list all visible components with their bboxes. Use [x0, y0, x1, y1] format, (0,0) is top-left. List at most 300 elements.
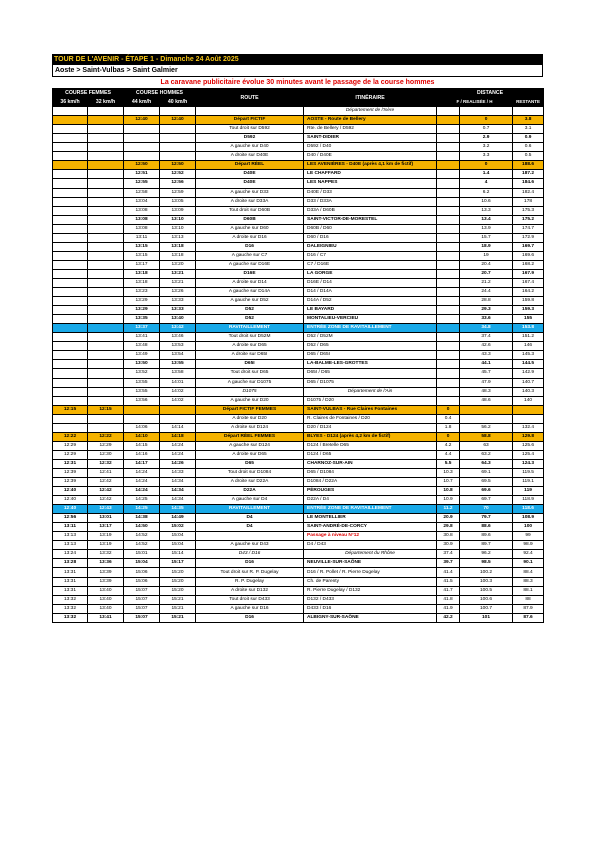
cell-dh: 48.3 — [460, 387, 513, 396]
cell-df — [437, 161, 460, 170]
cell-itin: LE BAYARD — [304, 306, 437, 315]
cell-dh: 13.3 — [460, 206, 513, 215]
cell-dh: 2.9 — [460, 134, 513, 143]
cell-itin: D65 / D1084 — [304, 468, 437, 477]
cell-df: 0.4 — [437, 414, 460, 423]
cell-df — [437, 369, 460, 378]
cell-dh: 100.3 — [460, 577, 513, 586]
cell-df: 4.2 — [437, 441, 460, 450]
cell-itin: D1084 / D22A — [304, 478, 437, 487]
table-row — [53, 387, 544, 396]
cell-route: D16 — [196, 559, 304, 568]
cell-itin: D52 / D65 — [304, 342, 437, 351]
cell-h44: 13:37 — [124, 324, 160, 333]
cell-route: A droite sur D65 — [196, 342, 304, 351]
table-row — [53, 260, 544, 269]
cell-dh: 69.7 — [460, 496, 513, 505]
table-row — [53, 107, 544, 116]
cell-rest: 3.1 — [513, 125, 544, 134]
cell-df: 41.9 — [437, 604, 460, 613]
cell-rest: 0.5 — [513, 152, 544, 161]
cell-h44 — [124, 107, 160, 116]
cell-dh: 100.7 — [460, 604, 513, 613]
cell-f36: 12:29 — [53, 441, 88, 450]
cell-f36 — [53, 297, 88, 306]
cell-h44: 15:07 — [124, 586, 160, 595]
cell-route: A gauche sur D43 — [196, 541, 304, 550]
cell-f32: 13:41 — [88, 613, 124, 622]
cell-itin: Passage à niveau N°12 — [304, 532, 437, 541]
cell-df: 10.7 — [437, 478, 460, 487]
cell-itin: D60B / D60 — [304, 224, 437, 233]
cell-df: 37.4 — [437, 550, 460, 559]
table-row — [53, 550, 544, 559]
cell-route: D22A — [196, 487, 304, 496]
schedule-body — [53, 107, 544, 623]
table-row — [53, 179, 544, 188]
cell-rest: 175.3 — [513, 206, 544, 215]
cell-dh: 10.6 — [460, 197, 513, 206]
cell-h44 — [124, 414, 160, 423]
cell-route: D52 — [196, 306, 304, 315]
cell-df — [437, 206, 460, 215]
cell-f36: 13:11 — [53, 523, 88, 532]
cell-f32: 12:22 — [88, 432, 124, 441]
cell-itin: Ch. de Parenty — [304, 577, 437, 586]
cell-route: D60B — [196, 215, 304, 224]
cell-f32: 13:19 — [88, 541, 124, 550]
cell-route: Tout droit sur D592 — [196, 125, 304, 134]
cell-h40: 12:40 — [160, 116, 196, 125]
cell-dh: 0 — [460, 161, 513, 170]
cell-dh: 28.8 — [460, 297, 513, 306]
cell-f36 — [53, 107, 88, 116]
cell-h40: 13:26 — [160, 288, 196, 297]
cell-itin: D132 / D433 — [304, 595, 437, 604]
cell-df — [437, 351, 460, 360]
cell-h44: 13:41 — [124, 333, 160, 342]
cell-route: A droite sur D40E — [196, 152, 304, 161]
cell-f36: 13:24 — [53, 550, 88, 559]
cell-itin: D1075 / D20 — [304, 396, 437, 405]
cell-h44: 14:25 — [124, 505, 160, 514]
cell-df — [437, 152, 460, 161]
table-row — [53, 414, 544, 423]
cell-f36 — [53, 333, 88, 342]
cell-f36 — [53, 324, 88, 333]
cell-h44 — [124, 134, 160, 143]
table-row — [53, 143, 544, 152]
cell-itin: AOSTE - Route de Bellery — [304, 116, 437, 125]
table-row — [53, 197, 544, 206]
cell-itin: Département de l'Isère — [304, 107, 437, 116]
cell-h44 — [124, 143, 160, 152]
cell-rest: 118.6 — [513, 505, 544, 514]
cell-dh: 0.7 — [460, 125, 513, 134]
table-row — [53, 134, 544, 143]
cell-f32 — [88, 206, 124, 215]
cell-dh: 19 — [460, 251, 513, 260]
cell-rest: 125.4 — [513, 450, 544, 459]
cell-f36 — [53, 378, 88, 387]
cell-rest: 174.7 — [513, 224, 544, 233]
table-row — [53, 405, 544, 414]
cell-f36 — [53, 360, 88, 369]
col-f36: 36 km/h — [53, 98, 88, 107]
cell-f32 — [88, 369, 124, 378]
cell-rest: 119 — [513, 487, 544, 496]
cell-itin: ALBIGNY-SUR-SAÔNE — [304, 613, 437, 622]
cell-h44: 14:15 — [124, 441, 160, 450]
cell-h40: 15:20 — [160, 568, 196, 577]
stage-title: TOUR DE L'AVENIR - ÉTAPE 1 - Dimanche 24 Août 2025 — [52, 54, 543, 65]
cell-h44: 14:25 — [124, 496, 160, 505]
cell-itin: D20 / D124 — [304, 423, 437, 432]
cell-dh: 15.7 — [460, 233, 513, 242]
cell-f32 — [88, 107, 124, 116]
col-restante: RESTANTE — [513, 98, 544, 107]
cell-f32: 13:19 — [88, 532, 124, 541]
cell-dh: 4 — [460, 179, 513, 188]
cell-h44: 13:18 — [124, 278, 160, 287]
cell-rest: 151.2 — [513, 333, 544, 342]
cell-h40: 13:33 — [160, 297, 196, 306]
cell-route: A gauche sur D20 — [196, 396, 304, 405]
cell-f36: 12:39 — [53, 468, 88, 477]
cell-rest: 168.2 — [513, 260, 544, 269]
cell-df — [437, 179, 460, 188]
table-row — [53, 396, 544, 405]
cell-f36 — [53, 269, 88, 278]
cell-df — [437, 297, 460, 306]
cell-f32 — [88, 360, 124, 369]
cell-h44: 13:52 — [124, 369, 160, 378]
table-row — [53, 161, 544, 170]
cell-route: A gauche sur D52 — [196, 297, 304, 306]
cell-df — [437, 188, 460, 197]
cell-f32: 12:42 — [88, 496, 124, 505]
cell-df — [437, 360, 460, 369]
cell-itin: D433 / D16 — [304, 604, 437, 613]
table-row — [53, 541, 544, 550]
cell-itin: ENTRÉE ZONE DE RAVITAILLEMENT — [304, 324, 437, 333]
cell-df: 4.4 — [437, 450, 460, 459]
cell-df — [437, 107, 460, 116]
cell-f36: 13:31 — [53, 577, 88, 586]
cell-f32 — [88, 269, 124, 278]
cell-itin: D124 / Bretelle D65 — [304, 441, 437, 450]
cell-h40: 15:21 — [160, 595, 196, 604]
cell-rest: 99 — [513, 532, 544, 541]
cell-itin: D65 / D1075 — [304, 378, 437, 387]
cell-f36 — [53, 242, 88, 251]
cell-h44: 14:38 — [124, 514, 160, 523]
cell-rest: 87.9 — [513, 604, 544, 613]
cell-itin: BLYES - D124 (après 4,2 km de fictif) — [304, 432, 437, 441]
cell-itin: Département du Rhône — [304, 550, 437, 559]
cell-route: RAVITAILLEMENT — [196, 505, 304, 514]
cell-h40 — [160, 414, 196, 423]
cell-h44: 15:06 — [124, 577, 160, 586]
cell-itin: D65I / D65 — [304, 369, 437, 378]
cell-rest: 132.4 — [513, 423, 544, 432]
cell-h44: 15:07 — [124, 604, 160, 613]
cell-itin: SAINT-DIDIER — [304, 134, 437, 143]
schedule-table — [52, 88, 544, 623]
cell-dh: 13.9 — [460, 224, 513, 233]
cell-rest: 146 — [513, 342, 544, 351]
cell-dh: 101 — [460, 613, 513, 622]
table-row — [53, 468, 544, 477]
cell-h40: 14:34 — [160, 478, 196, 487]
cell-f36 — [53, 233, 88, 242]
cell-f32 — [88, 152, 124, 161]
table-row — [53, 206, 544, 215]
cell-f32: 13:17 — [88, 523, 124, 532]
cell-route: A droite sur D124 — [196, 423, 304, 432]
table-row — [53, 333, 544, 342]
cell-df — [437, 269, 460, 278]
cell-route: A gauche sur D60 — [196, 224, 304, 233]
cell-f36: 12:40 — [53, 487, 88, 496]
cell-rest: 187.2 — [513, 170, 544, 179]
cell-f36 — [53, 278, 88, 287]
cell-df: 10.3 — [437, 468, 460, 477]
cell-f32 — [88, 387, 124, 396]
cell-h44: 13:15 — [124, 242, 160, 251]
table-row — [53, 170, 544, 179]
cell-df: 39.7 — [437, 559, 460, 568]
cell-df: 30.8 — [437, 532, 460, 541]
cell-route: A droite sur D22A — [196, 478, 304, 487]
cell-route: A droite sur D132 — [196, 586, 304, 595]
cell-df: 20.9 — [437, 514, 460, 523]
cell-h40: 14:33 — [160, 468, 196, 477]
cell-h44: 14:16 — [124, 450, 160, 459]
cell-f32 — [88, 324, 124, 333]
cell-f36: 13:28 — [53, 559, 88, 568]
cell-h40: 13:10 — [160, 215, 196, 224]
cell-f36 — [53, 315, 88, 324]
cell-dh: 69.1 — [460, 468, 513, 477]
cell-f36 — [53, 188, 88, 197]
cell-route: Tout droit sur D1084 — [196, 468, 304, 477]
cell-rest: 119.1 — [513, 478, 544, 487]
table-row — [53, 342, 544, 351]
cell-rest: 140.7 — [513, 378, 544, 387]
table-row — [53, 297, 544, 306]
cell-dh: 20.4 — [460, 260, 513, 269]
cell-itin: D40E / D33 — [304, 188, 437, 197]
cell-h40 — [160, 143, 196, 152]
cell-h40: 13:13 — [160, 233, 196, 242]
cell-h44: 13:49 — [124, 351, 160, 360]
cell-rest: 88.4 — [513, 568, 544, 577]
cell-dh: 89.7 — [460, 541, 513, 550]
cell-h40: 14:18 — [160, 432, 196, 441]
cell-rest: 125.6 — [513, 441, 544, 450]
cell-route: D40E — [196, 170, 304, 179]
cell-h44: 14:52 — [124, 532, 160, 541]
cell-dh: 45.7 — [460, 369, 513, 378]
cell-f36 — [53, 152, 88, 161]
cell-f36 — [53, 143, 88, 152]
cell-h40: 13:21 — [160, 269, 196, 278]
cell-h40: 13:09 — [160, 206, 196, 215]
cell-h40: 13:10 — [160, 224, 196, 233]
cell-itin: ENTRÉE ZONE DE RAVITAILLEMENT — [304, 505, 437, 514]
cell-route: Tout droit sur D60B — [196, 206, 304, 215]
cell-h44: 12:50 — [124, 161, 160, 170]
cell-dh: 48.6 — [460, 396, 513, 405]
cell-f36: 12:29 — [53, 450, 88, 459]
cell-f32 — [88, 233, 124, 242]
cell-f36: 13:31 — [53, 568, 88, 577]
cell-f32 — [88, 161, 124, 170]
cell-h40: 14:26 — [160, 459, 196, 468]
cell-f32: 12:42 — [88, 478, 124, 487]
cell-h40: 15:20 — [160, 577, 196, 586]
cell-itin: D14 / D14A — [304, 288, 437, 297]
cell-rest: 140 — [513, 396, 544, 405]
cell-itin: D40 / D40E — [304, 152, 437, 161]
table-row — [53, 532, 544, 541]
cell-dh: 37.4 — [460, 333, 513, 342]
cell-f32 — [88, 288, 124, 297]
cell-h44: 14:50 — [124, 523, 160, 532]
cell-f36 — [53, 387, 88, 396]
cell-rest: 0.9 — [513, 134, 544, 143]
cell-df: 10.9 — [437, 496, 460, 505]
cell-rest: 167.9 — [513, 269, 544, 278]
cell-f32: 13:40 — [88, 586, 124, 595]
cell-df: 30.9 — [437, 541, 460, 550]
cell-f32 — [88, 278, 124, 287]
cell-df — [437, 315, 460, 324]
cell-f32 — [88, 342, 124, 351]
cell-f36 — [53, 116, 88, 125]
cell-route: Départ FICTIF FEMMES — [196, 405, 304, 414]
cell-h40: 14:14 — [160, 423, 196, 432]
cell-dh: 1.4 — [460, 170, 513, 179]
cell-rest: 175.2 — [513, 215, 544, 224]
cell-h44: 12:55 — [124, 179, 160, 188]
cell-rest: 188.6 — [513, 161, 544, 170]
cell-route: A droite sur D20 — [196, 414, 304, 423]
cell-h40: 13:21 — [160, 278, 196, 287]
cell-df — [437, 170, 460, 179]
cell-dh: 56.2 — [460, 423, 513, 432]
cell-h40: 12:59 — [160, 188, 196, 197]
cell-itin: D60 / D16 — [304, 233, 437, 242]
cell-itin: LES AVENIÈRES - D40E (après 4,1 km de fictif) — [304, 161, 437, 170]
col-h40: 40 km/h — [160, 98, 196, 107]
col-realisee: F / REALISÉE / H — [437, 98, 513, 107]
table-row — [53, 188, 544, 197]
cell-rest: 92.4 — [513, 550, 544, 559]
cell-df — [437, 251, 460, 260]
cell-df: 0 — [437, 432, 460, 441]
cell-itin: Rte. de Bellery / D592 — [304, 125, 437, 134]
table-row — [53, 251, 544, 260]
table-row — [53, 269, 544, 278]
cell-f32: 13:01 — [88, 514, 124, 523]
cell-dh: 42.6 — [460, 342, 513, 351]
cell-h40: 12:52 — [160, 170, 196, 179]
cell-h44: 13:23 — [124, 288, 160, 297]
cell-f36 — [53, 134, 88, 143]
cell-itin: D14A / D52 — [304, 297, 437, 306]
cell-itin: D65 / D65I — [304, 351, 437, 360]
cell-h44: 13:29 — [124, 297, 160, 306]
cell-rest: 0.6 — [513, 143, 544, 152]
cell-h40: 13:40 — [160, 315, 196, 324]
cell-df — [437, 333, 460, 342]
cell-rest: 98.9 — [513, 541, 544, 550]
cell-dh: 34.8 — [460, 324, 513, 333]
cell-rest: 140.3 — [513, 387, 544, 396]
cell-dh: 89.6 — [460, 532, 513, 541]
cell-rest: 88.1 — [513, 586, 544, 595]
cell-df — [437, 378, 460, 387]
cell-h40: 14:34 — [160, 496, 196, 505]
table-row — [53, 369, 544, 378]
cell-h44: 13:08 — [124, 206, 160, 215]
table-row — [53, 586, 544, 595]
table-row — [53, 242, 544, 251]
cell-f32 — [88, 351, 124, 360]
cell-f32 — [88, 224, 124, 233]
cell-f36 — [53, 224, 88, 233]
cell-route: A gauche sur D40 — [196, 143, 304, 152]
cell-f36 — [53, 251, 88, 260]
cell-df — [437, 143, 460, 152]
cell-f32 — [88, 134, 124, 143]
cell-dh: 96.2 — [460, 550, 513, 559]
cell-rest: 88 — [513, 595, 544, 604]
cell-itin: Département de l'Ain — [304, 387, 437, 396]
cell-dh: 98.5 — [460, 559, 513, 568]
cell-h40: 14:49 — [160, 514, 196, 523]
cell-rest: 167.4 — [513, 278, 544, 287]
cell-rest: 100 — [513, 523, 544, 532]
cell-f36: 13:32 — [53, 595, 88, 604]
cell-rest: 178 — [513, 197, 544, 206]
cell-dh: 100.5 — [460, 586, 513, 595]
cell-f36 — [53, 125, 88, 134]
cell-df: 41.5 — [437, 577, 460, 586]
cell-h40: 13:20 — [160, 260, 196, 269]
cell-h44: 15:07 — [124, 595, 160, 604]
cell-dh: 0 — [460, 116, 513, 125]
cell-itin: D33A / D60B — [304, 206, 437, 215]
cell-df — [437, 306, 460, 315]
cell-h40: 14:24 — [160, 450, 196, 459]
cell-df — [437, 342, 460, 351]
cell-h40: 12:50 — [160, 161, 196, 170]
cell-df — [437, 242, 460, 251]
cell-h44: 13:48 — [124, 342, 160, 351]
cell-route: D592 — [196, 134, 304, 143]
table-row — [53, 423, 544, 432]
cell-df: 11.2 — [437, 505, 460, 514]
cell-dh — [460, 107, 513, 116]
cell-dh: 69.6 — [460, 487, 513, 496]
table-row — [53, 523, 544, 532]
cell-f32 — [88, 396, 124, 405]
cell-df — [437, 288, 460, 297]
cell-route: Tout droit sur D65 — [196, 369, 304, 378]
